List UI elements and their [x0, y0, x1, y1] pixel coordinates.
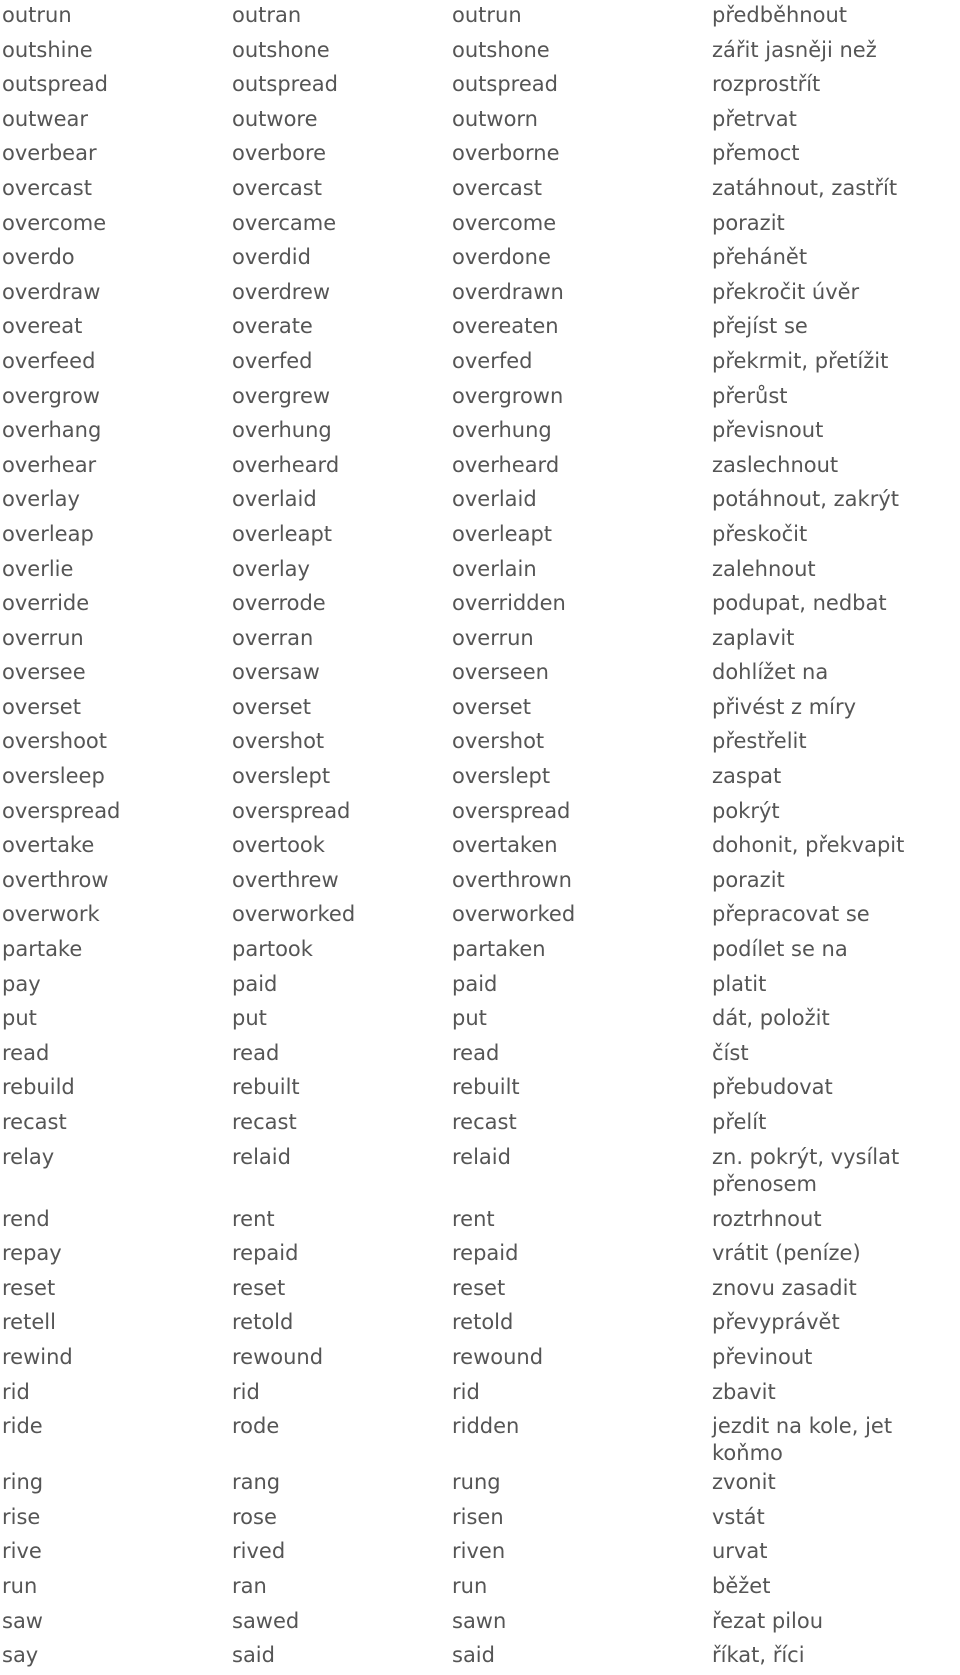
base-form-cell: overlay: [2, 487, 80, 512]
past-simple-cell: rent: [232, 1206, 275, 1231]
translation-cell: překročit úvěr: [712, 279, 860, 304]
past-participle-cell: overshot: [452, 729, 545, 754]
base-form-cell: overgrow: [2, 383, 100, 408]
base-form-cell: overfeed: [2, 348, 96, 373]
past-simple-cell: rode: [232, 1414, 280, 1439]
past-simple-cell: overspread: [232, 798, 351, 823]
base-form-cell: outshine: [2, 37, 93, 62]
past-participle-cell: ridden: [452, 1414, 520, 1439]
table-row: [0, 450, 960, 485]
table-row: [0, 1107, 960, 1142]
base-form-cell: ride: [2, 1414, 43, 1439]
past-simple-cell: overbore: [232, 141, 327, 166]
past-simple-cell: outwore: [232, 106, 318, 131]
base-form-cell: overdraw: [2, 279, 101, 304]
base-form-cell: saw: [2, 1608, 43, 1633]
base-form-cell: overtake: [2, 833, 95, 858]
past-simple-cell: retold: [232, 1310, 294, 1335]
translation-cell: zvonit: [712, 1470, 776, 1495]
table-row: [0, 35, 960, 70]
past-participle-cell: overrun: [452, 625, 534, 650]
past-simple-cell: put: [232, 1006, 267, 1031]
past-participle-cell: overleapt: [452, 521, 553, 546]
base-form-cell: overeat: [2, 314, 83, 339]
table-row: [0, 1238, 960, 1273]
past-simple-cell: overcame: [232, 210, 337, 235]
table-row: [0, 104, 960, 139]
table-row: [0, 519, 960, 554]
translation-cell: přetrvat: [712, 106, 797, 131]
translation-cell: dohonit, překvapit: [712, 833, 905, 858]
translation-cell: porazit: [712, 867, 785, 892]
past-participle-cell: rewound: [452, 1344, 544, 1369]
past-participle-cell: overdone: [452, 245, 551, 270]
base-form-cell: overrun: [2, 625, 84, 650]
past-simple-cell: overdid: [232, 245, 311, 270]
past-simple-cell: overleapt: [232, 521, 333, 546]
past-participle-cell: run: [452, 1573, 488, 1598]
base-form-cell: rewind: [2, 1344, 73, 1369]
table-row: [0, 657, 960, 692]
table-row: [0, 208, 960, 243]
base-form-cell: run: [2, 1573, 38, 1598]
past-participle-cell: overset: [452, 694, 531, 719]
table-row: [0, 726, 960, 761]
past-simple-cell: rose: [232, 1504, 277, 1529]
past-participle-cell: overhung: [452, 418, 552, 443]
base-form-cell: rise: [2, 1504, 41, 1529]
base-form-cell: override: [2, 591, 90, 616]
translation-cell: porazit: [712, 210, 785, 235]
past-participle-cell: partaken: [452, 937, 546, 962]
past-simple-cell: overate: [232, 314, 313, 339]
translation-cell: předběhnout: [712, 3, 848, 27]
past-simple-cell: rewound: [232, 1344, 324, 1369]
past-participle-cell: outworn: [452, 106, 538, 131]
base-form-cell: overhang: [2, 418, 102, 443]
table-row: [0, 1307, 960, 1342]
past-simple-cell: read: [232, 1040, 280, 1065]
table-row: [0, 69, 960, 104]
past-simple-cell: outran: [232, 3, 302, 27]
past-participle-cell: riven: [452, 1539, 506, 1564]
base-form-cell: relay: [2, 1144, 55, 1169]
translation-cell: běžet: [712, 1573, 771, 1598]
translation-cell: zaspat: [712, 764, 782, 789]
table-row: [0, 554, 960, 589]
table-row: [0, 1502, 960, 1537]
base-form-cell: overlie: [2, 556, 74, 581]
past-participle-cell: overspread: [452, 798, 571, 823]
base-form-cell: read: [2, 1040, 50, 1065]
translation-cell: zbavit: [712, 1379, 776, 1404]
table-row: [0, 1536, 960, 1571]
table-row: [0, 969, 960, 1004]
translation-cell: přemoct: [712, 141, 800, 166]
base-form-cell: overhear: [2, 452, 97, 477]
table-row: [0, 692, 960, 727]
past-simple-cell: paid: [232, 971, 278, 996]
base-form-cell: rend: [2, 1206, 50, 1231]
table-row: [0, 623, 960, 658]
past-simple-cell: overlay: [232, 556, 310, 581]
translation-cell: platit: [712, 971, 767, 996]
table-row: [0, 346, 960, 381]
base-form-cell: overcast: [2, 175, 92, 200]
translation-cell: převinout: [712, 1344, 813, 1369]
translation-cell: přerůst: [712, 383, 788, 408]
translation-cell: překrmit, přetížit: [712, 348, 889, 373]
past-simple-cell: overworked: [232, 902, 356, 927]
past-participle-cell: recast: [452, 1110, 517, 1134]
base-form-cell: outwear: [2, 106, 88, 131]
table-row: [0, 0, 960, 35]
past-participle-cell: overcome: [452, 210, 557, 235]
base-form-cell: overshoot: [2, 729, 108, 754]
base-form-cell: rid: [2, 1379, 30, 1404]
table-row: [0, 381, 960, 416]
past-participle-cell: overfed: [452, 348, 533, 373]
past-simple-cell: overcast: [232, 175, 322, 200]
past-simple-cell: overshot: [232, 729, 325, 754]
table-row: [0, 173, 960, 208]
translation-cell: vstát: [712, 1504, 765, 1529]
translation-cell: přebudovat: [712, 1075, 833, 1100]
past-participle-cell: overthrown: [452, 867, 572, 892]
table-row: [0, 1003, 960, 1038]
past-simple-cell: rebuilt: [232, 1075, 300, 1100]
translation-cell: přivést z míry: [712, 694, 857, 719]
translation-cell: rozprostřít: [712, 72, 821, 97]
table-row: [0, 277, 960, 312]
past-participle-cell: risen: [452, 1504, 504, 1529]
translation-cell: převyprávět: [712, 1310, 840, 1335]
past-simple-cell: recast: [232, 1110, 297, 1134]
table-row: [0, 1640, 960, 1675]
past-participle-cell: outrun: [452, 3, 522, 27]
past-participle-cell: overworked: [452, 902, 576, 927]
past-simple-cell: relaid: [232, 1144, 291, 1169]
translation-cell: říkat, říci: [712, 1643, 805, 1668]
translation-cell: zatáhnout, zastřít: [712, 175, 898, 200]
past-participle-cell: rung: [452, 1470, 501, 1495]
translation-cell: roztrhnout: [712, 1206, 822, 1231]
base-form-cell: overthrow: [2, 867, 109, 892]
translation-cell: přejíst se: [712, 314, 808, 339]
past-simple-cell: rid: [232, 1379, 260, 1404]
past-simple-cell: partook: [232, 937, 313, 962]
past-simple-cell: overgrew: [232, 383, 331, 408]
past-participle-cell: read: [452, 1040, 500, 1065]
past-participle-cell: overgrown: [452, 383, 564, 408]
base-form-cell: recast: [2, 1110, 67, 1134]
past-participle-cell: overborne: [452, 141, 560, 166]
translation-cell: převisnout: [712, 418, 824, 443]
base-form-cell: overwork: [2, 902, 100, 927]
base-form-cell: retell: [2, 1310, 56, 1335]
past-simple-cell: overset: [232, 694, 311, 719]
past-simple-cell: overhung: [232, 418, 332, 443]
table-row: [0, 796, 960, 831]
translation-cell: podupat, nedbat: [712, 591, 887, 616]
base-form-cell: ring: [2, 1470, 44, 1495]
table-row: [0, 1142, 960, 1204]
past-participle-cell: sawn: [452, 1608, 507, 1633]
base-form-cell: overspread: [2, 798, 121, 823]
translation-cell: dohlížet na: [712, 660, 829, 685]
table-row: [0, 1571, 960, 1606]
past-participle-cell: repaid: [452, 1241, 519, 1266]
translation-cell: jezdit na kole, jet koňmo: [712, 1414, 893, 1466]
past-participle-cell: outshone: [452, 37, 550, 62]
past-simple-cell: overheard: [232, 452, 340, 477]
past-participle-cell: said: [452, 1643, 495, 1668]
past-participle-cell: overheard: [452, 452, 560, 477]
past-simple-cell: ran: [232, 1573, 267, 1598]
past-participle-cell: reset: [452, 1275, 506, 1300]
table-row: [0, 1342, 960, 1377]
past-participle-cell: overcast: [452, 175, 542, 200]
past-simple-cell: sawed: [232, 1608, 300, 1633]
translation-cell: pokrýt: [712, 798, 780, 823]
base-form-cell: rive: [2, 1539, 42, 1564]
base-form-cell: oversleep: [2, 764, 105, 789]
table-row: [0, 1038, 960, 1073]
past-participle-cell: overdrawn: [452, 279, 564, 304]
table-row: [0, 138, 960, 173]
translation-cell: dát, položit: [712, 1006, 830, 1031]
base-form-cell: repay: [2, 1241, 62, 1266]
base-form-cell: reset: [2, 1275, 56, 1300]
past-participle-cell: overtaken: [452, 833, 558, 858]
past-participle-cell: overseen: [452, 660, 549, 685]
table-row: [0, 761, 960, 796]
past-simple-cell: overran: [232, 625, 314, 650]
table-row: [0, 242, 960, 277]
past-simple-cell: overrode: [232, 591, 326, 616]
base-form-cell: outspread: [2, 72, 108, 97]
past-simple-cell: oversaw: [232, 660, 320, 685]
past-simple-cell: outspread: [232, 72, 338, 97]
table-row: [0, 1273, 960, 1308]
past-participle-cell: rent: [452, 1206, 495, 1231]
past-participle-cell: paid: [452, 971, 498, 996]
past-participle-cell: overslept: [452, 764, 551, 789]
table-row: [0, 588, 960, 623]
base-form-cell: overcome: [2, 210, 107, 235]
translation-cell: číst: [712, 1040, 749, 1065]
base-form-cell: overbear: [2, 141, 97, 166]
past-simple-cell: overtook: [232, 833, 325, 858]
past-simple-cell: reset: [232, 1275, 286, 1300]
base-form-cell: say: [2, 1643, 39, 1668]
past-simple-cell: overdrew: [232, 279, 331, 304]
translation-cell: zn. pokrýt, vysílat přenosem: [712, 1144, 900, 1196]
table-row: [0, 1467, 960, 1502]
table-row: [0, 934, 960, 969]
table-row: [0, 415, 960, 450]
translation-cell: zářit jasněji než: [712, 37, 877, 62]
past-participle-cell: put: [452, 1006, 487, 1031]
past-simple-cell: overthrew: [232, 867, 339, 892]
translation-cell: přepracovat se: [712, 902, 870, 927]
base-form-cell: overset: [2, 694, 81, 719]
past-participle-cell: overridden: [452, 591, 566, 616]
translation-cell: přeskočit: [712, 521, 808, 546]
base-form-cell: overleap: [2, 521, 94, 546]
translation-cell: znovu zasadit: [712, 1275, 857, 1300]
table-row: [0, 865, 960, 900]
base-form-cell: oversee: [2, 660, 86, 685]
past-participle-cell: overlaid: [452, 487, 537, 512]
table-row: [0, 899, 960, 934]
past-simple-cell: overfed: [232, 348, 313, 373]
past-participle-cell: outspread: [452, 72, 558, 97]
past-participle-cell: overlain: [452, 556, 537, 581]
past-participle-cell: overeaten: [452, 314, 559, 339]
past-participle-cell: rebuilt: [452, 1075, 520, 1100]
table-row: [0, 484, 960, 519]
past-simple-cell: outshone: [232, 37, 330, 62]
past-simple-cell: overslept: [232, 764, 331, 789]
base-form-cell: outrun: [2, 3, 72, 27]
past-simple-cell: overlaid: [232, 487, 317, 512]
base-form-cell: partake: [2, 937, 83, 962]
past-simple-cell: repaid: [232, 1241, 299, 1266]
base-form-cell: rebuild: [2, 1075, 75, 1100]
base-form-cell: put: [2, 1006, 37, 1031]
past-participle-cell: retold: [452, 1310, 514, 1335]
translation-cell: přestřelit: [712, 729, 807, 754]
table-row: [0, 1204, 960, 1239]
base-form-cell: overdo: [2, 245, 75, 270]
translation-cell: zaplavit: [712, 625, 795, 650]
table-row: [0, 1411, 960, 1467]
table-row: [0, 1377, 960, 1412]
past-simple-cell: rang: [232, 1470, 281, 1495]
translation-cell: přelít: [712, 1110, 767, 1134]
table-row: [0, 830, 960, 865]
past-simple-cell: rived: [232, 1539, 286, 1564]
translation-cell: urvat: [712, 1539, 768, 1564]
past-simple-cell: said: [232, 1643, 275, 1668]
past-participle-cell: relaid: [452, 1144, 511, 1169]
table-row: [0, 1072, 960, 1107]
translation-cell: řezat pilou: [712, 1608, 824, 1633]
translation-cell: potáhnout, zakrýt: [712, 487, 899, 512]
translation-cell: zaslechnout: [712, 452, 839, 477]
past-participle-cell: rid: [452, 1379, 480, 1404]
table-row: [0, 311, 960, 346]
translation-cell: přehánět: [712, 245, 808, 270]
table-row: [0, 1606, 960, 1641]
translation-cell: podílet se na: [712, 937, 848, 962]
translation-cell: vrátit (peníze): [712, 1241, 861, 1266]
base-form-cell: pay: [2, 971, 41, 996]
translation-cell: zalehnout: [712, 556, 816, 581]
